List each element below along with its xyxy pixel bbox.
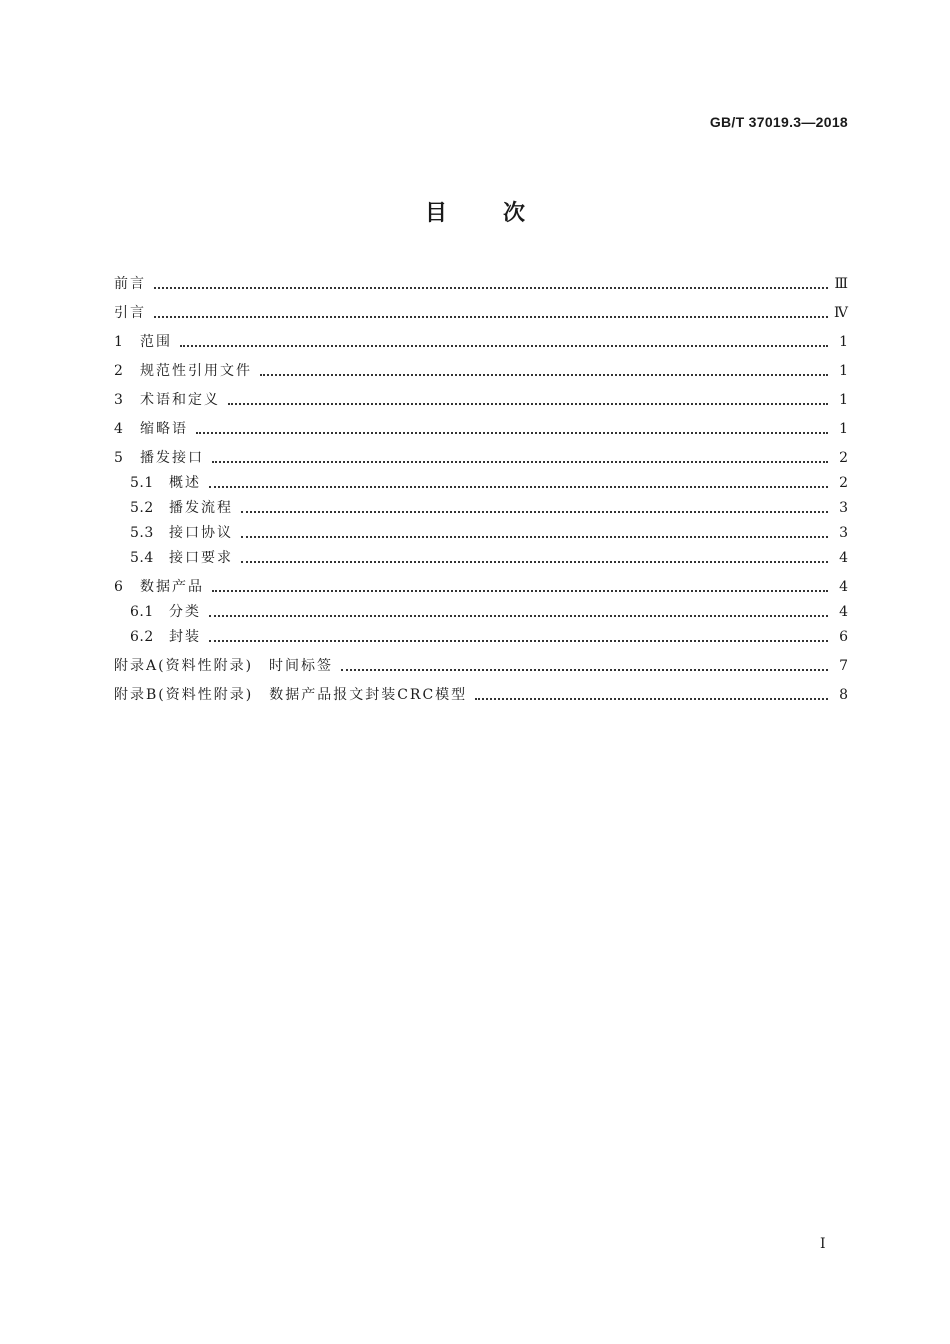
toc-entry-appendix-b[interactable]	[114, 683, 848, 708]
toc-leader-dots	[228, 403, 828, 405]
toc-entry-page: 1	[839, 363, 848, 379]
toc-entry-appendix-a[interactable]	[114, 654, 848, 679]
toc-entry-page: 1	[839, 334, 848, 350]
toc-entry-page: 4	[839, 550, 848, 566]
toc-leader-dots	[241, 511, 828, 513]
toc-entry-label: 分类	[169, 604, 201, 620]
toc-entry-label: 播发流程	[169, 500, 233, 516]
toc-entry-introduction[interactable]	[114, 301, 848, 326]
toc-entry-page: 1	[839, 392, 848, 408]
toc-entry-page: 1	[839, 421, 848, 437]
toc-entry-number: 5.2	[130, 500, 154, 516]
toc-entry-page: 6	[839, 629, 848, 645]
toc-entry-label: 概述	[169, 475, 201, 491]
toc-entry-5-3[interactable]	[114, 521, 848, 546]
toc-entry-5-1[interactable]	[114, 471, 848, 496]
toc-entry-page: 7	[839, 658, 848, 674]
toc-entry-page: Ⅳ	[834, 305, 848, 321]
toc-entry-page: 4	[839, 604, 848, 620]
toc-entry-1[interactable]	[114, 330, 848, 355]
toc-entry-6[interactable]	[114, 575, 848, 600]
toc-entry-page: Ⅲ	[834, 276, 848, 292]
toc-entry-foreword[interactable]	[114, 272, 848, 297]
toc-entry-label: 前言	[114, 276, 146, 292]
toc-entry-label: 缩略语	[140, 421, 188, 437]
toc-entry-page: 2	[839, 450, 848, 466]
toc-entry-5-2[interactable]	[114, 496, 848, 521]
toc-entry-number: 2	[114, 363, 124, 379]
toc-leader-dots	[209, 486, 828, 488]
toc-entry-number: 4	[114, 421, 124, 437]
toc-entry-2[interactable]	[114, 359, 848, 384]
toc-leader-dots	[180, 345, 828, 347]
toc-leader-dots	[241, 536, 828, 538]
toc-entry-6-1[interactable]	[114, 600, 848, 625]
toc-entry-5-4[interactable]	[114, 546, 848, 571]
toc-leader-dots	[196, 432, 828, 434]
table-of-contents	[114, 272, 848, 708]
toc-entry-number: 5.4	[130, 550, 154, 566]
toc-entry-number: 6.2	[130, 629, 154, 645]
toc-entry-label: 附录A(资料性附录) 时间标签	[114, 658, 334, 674]
toc-leader-dots	[209, 640, 828, 642]
toc-entry-5[interactable]	[114, 446, 848, 471]
toc-entry-number: 5.1	[130, 475, 154, 491]
toc-entry-number: 5.3	[130, 525, 154, 541]
toc-entry-label: 接口协议	[169, 525, 233, 541]
toc-leader-dots	[241, 561, 828, 563]
toc-entry-4[interactable]	[114, 417, 848, 442]
toc-leader-dots	[209, 615, 828, 617]
toc-entry-number: 6	[114, 579, 124, 595]
toc-entry-label: 附录B(资料性附录) 数据产品报文封装CRC模型	[114, 687, 468, 703]
toc-entry-number: 3	[114, 392, 124, 408]
toc-entry-page: 3	[839, 500, 848, 516]
toc-entry-label: 范围	[140, 334, 172, 350]
toc-leader-dots	[154, 316, 828, 318]
toc-leader-dots	[475, 698, 828, 700]
toc-entry-page: 8	[839, 687, 848, 703]
toc-leader-dots	[154, 287, 828, 289]
toc-entry-page: 2	[839, 475, 848, 491]
toc-entry-6-2[interactable]	[114, 625, 848, 650]
standard-code: GB/T 37019.3—2018	[709, 114, 848, 130]
toc-entry-label: 播发接口	[140, 450, 204, 466]
toc-entry-label: 规范性引用文件	[140, 363, 252, 379]
toc-leader-dots	[260, 374, 828, 376]
toc-entry-number: 5	[114, 450, 124, 466]
toc-leader-dots	[212, 590, 828, 592]
toc-entry-page: 3	[839, 525, 848, 541]
toc-entry-label: 封装	[169, 629, 201, 645]
toc-entry-label: 数据产品	[140, 579, 204, 595]
toc-leader-dots	[212, 461, 828, 463]
toc-entry-number: 6.1	[130, 604, 154, 620]
toc-entry-label: 接口要求	[169, 550, 233, 566]
toc-entry-3[interactable]	[114, 388, 848, 413]
toc-entry-page: 4	[839, 579, 848, 595]
page-number: Ⅰ	[820, 1236, 826, 1252]
toc-entry-label: 术语和定义	[140, 392, 220, 408]
toc-leader-dots	[341, 669, 828, 671]
page-title: 目次	[424, 201, 581, 226]
toc-entry-number: 1	[114, 334, 124, 350]
toc-entry-label: 引言	[114, 305, 146, 321]
